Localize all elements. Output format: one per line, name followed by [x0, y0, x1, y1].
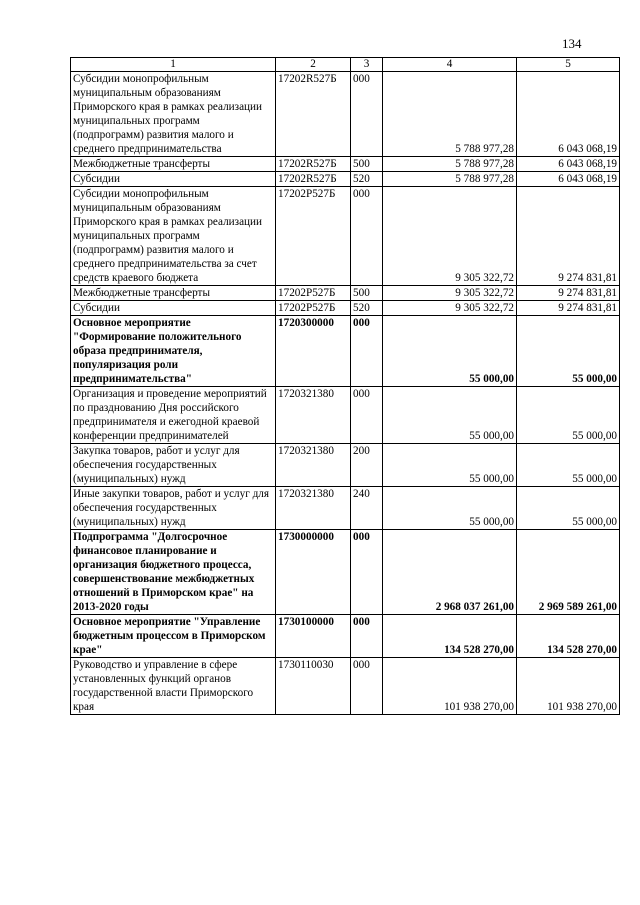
row-name-cell: Организация и проведение мероприятий по празднованию Дня российского предпринимателя и ежегодной краевой конференции предпринимателей — [71, 387, 276, 444]
row-value-2019-cell: 5 788 977,28 — [383, 172, 517, 187]
row-type-cell: 200 — [351, 444, 383, 487]
row-value-2019-cell: 55 000,00 — [383, 487, 517, 530]
row-value-2020-cell: 55 000,00 — [517, 487, 620, 530]
row-value-2020-cell: 134 528 270,00 — [517, 615, 620, 658]
row-type-cell: 500 — [351, 286, 383, 301]
row-code-cell: 1720300000 — [276, 316, 351, 387]
row-value-2020-cell: 9 274 831,81 — [517, 187, 620, 286]
row-code-cell: 1730100000 — [276, 615, 351, 658]
row-value-2019-cell: 55 000,00 — [383, 444, 517, 487]
row-value-2020-cell: 9 274 831,81 — [517, 286, 620, 301]
table-row — [71, 172, 620, 187]
budget-table — [70, 57, 620, 715]
row-value-2020-cell: 2 969 589 261,00 — [517, 530, 620, 615]
row-value-2020-cell: 55 000,00 — [517, 316, 620, 387]
table-row — [71, 444, 620, 487]
row-code-cell: 17202Р527Б — [276, 286, 351, 301]
row-value-2020-cell: 6 043 068,19 — [517, 157, 620, 172]
row-code-cell: 1720321380 — [276, 487, 351, 530]
row-code-cell: 17202Р527Б — [276, 187, 351, 286]
row-value-2020-cell: 9 274 831,81 — [517, 301, 620, 316]
row-name-cell: Подпрограмма "Долгосрочное финансовое планирование и организация бюджетного процесса, совершенствование межбюджетных отношений в Приморском крае" на 2013-2020 годы — [71, 530, 276, 615]
row-code-cell: 1720321380 — [276, 387, 351, 444]
table-row — [71, 316, 620, 387]
row-value-2020-cell: 55 000,00 — [517, 444, 620, 487]
row-type-cell: 520 — [351, 172, 383, 187]
row-code-cell: 1730110030 — [276, 658, 351, 715]
row-value-2019-cell: 134 528 270,00 — [383, 615, 517, 658]
row-type-cell: 000 — [351, 187, 383, 286]
row-type-cell: 000 — [351, 658, 383, 715]
row-value-2019-cell: 55 000,00 — [383, 316, 517, 387]
row-code-cell: 17202Р527Б — [276, 301, 351, 316]
header-cell: 5 — [517, 58, 620, 72]
row-type-cell: 500 — [351, 157, 383, 172]
table-row — [71, 530, 620, 615]
header-cell: 1 — [71, 58, 276, 72]
row-type-cell: 520 — [351, 301, 383, 316]
row-name-cell: Основное мероприятие "Управление бюджетным процессом в Приморском крае" — [71, 615, 276, 658]
table-row — [71, 487, 620, 530]
row-name-cell: Субсидии монопрофильным муниципальным образованиям Приморского края в рамках реализации муниципальных программ (подпрограмм) развития малого и среднего предпринимательства — [71, 72, 276, 157]
row-value-2020-cell: 6 043 068,19 — [517, 172, 620, 187]
table-row — [71, 658, 620, 715]
row-name-cell: Межбюджетные трансферты — [71, 157, 276, 172]
row-value-2020-cell: 55 000,00 — [517, 387, 620, 444]
row-name-cell: Межбюджетные трансферты — [71, 286, 276, 301]
row-type-cell: 000 — [351, 615, 383, 658]
row-code-cell: 17202R527Б — [276, 172, 351, 187]
table-row — [71, 72, 620, 157]
table-row — [71, 387, 620, 444]
row-value-2019-cell: 9 305 322,72 — [383, 301, 517, 316]
row-type-cell: 240 — [351, 487, 383, 530]
row-value-2020-cell: 6 043 068,19 — [517, 72, 620, 157]
row-value-2019-cell: 5 788 977,28 — [383, 157, 517, 172]
row-code-cell: 1730000000 — [276, 530, 351, 615]
header-row — [71, 58, 620, 72]
row-value-2019-cell: 9 305 322,72 — [383, 187, 517, 286]
row-name-cell: Закупка товаров, работ и услуг для обеспечения государственных (муниципальных) нужд — [71, 444, 276, 487]
row-type-cell: 000 — [351, 387, 383, 444]
table-row — [71, 301, 620, 316]
row-type-cell: 000 — [351, 72, 383, 157]
row-value-2019-cell: 5 788 977,28 — [383, 72, 517, 157]
row-code-cell: 17202R527Б — [276, 72, 351, 157]
row-name-cell: Иные закупки товаров, работ и услуг для обеспечения государственных (муниципальных) нужд — [71, 487, 276, 530]
row-name-cell: Субсидии монопрофильным муниципальным образованиям Приморского края в рамках реализации муниципальных программ (подпрограмм) развития малого и среднего предпринимательства за счет средств краевого бюджета — [71, 187, 276, 286]
row-name-cell: Субсидии — [71, 301, 276, 316]
row-value-2019-cell: 2 968 037 261,00 — [383, 530, 517, 615]
row-name-cell: Руководство и управление в сфере установленных функций органов государственной власти Приморского края — [71, 658, 276, 715]
table-row — [71, 187, 620, 286]
row-value-2019-cell: 55 000,00 — [383, 387, 517, 444]
row-name-cell: Основное мероприятие "Формирование положительного образа предпринимателя, популяризация роли предпринимательства" — [71, 316, 276, 387]
header-cell: 2 — [276, 58, 351, 72]
table-row — [71, 157, 620, 172]
row-name-cell: Субсидии — [71, 172, 276, 187]
row-type-cell: 000 — [351, 530, 383, 615]
row-code-cell: 1720321380 — [276, 444, 351, 487]
row-type-cell: 000 — [351, 316, 383, 387]
header-cell: 3 — [351, 58, 383, 72]
header-cell: 4 — [383, 58, 517, 72]
table-row — [71, 615, 620, 658]
table-row — [71, 286, 620, 301]
row-code-cell: 17202R527Б — [276, 157, 351, 172]
page-number: 134 — [562, 36, 582, 51]
row-value-2019-cell: 101 938 270,00 — [383, 658, 517, 715]
row-value-2020-cell: 101 938 270,00 — [517, 658, 620, 715]
row-value-2019-cell: 9 305 322,72 — [383, 286, 517, 301]
